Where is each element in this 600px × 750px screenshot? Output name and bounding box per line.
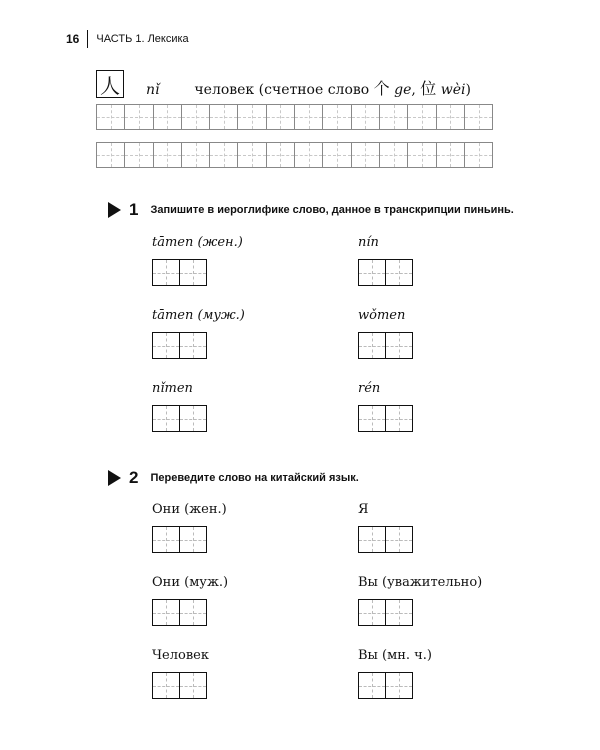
- answer-cell[interactable]: [358, 599, 386, 626]
- writing-cell[interactable]: [266, 104, 295, 130]
- answer-item: [358, 648, 432, 699]
- answer-cell[interactable]: [385, 259, 413, 286]
- writing-cell[interactable]: [379, 104, 408, 130]
- answer-boxes: [152, 405, 206, 432]
- answer-boxes: [152, 259, 243, 286]
- writing-cell[interactable]: [464, 104, 493, 130]
- answer-cell[interactable]: [385, 599, 413, 626]
- answer-cell[interactable]: [179, 672, 207, 699]
- answer-cell[interactable]: [385, 332, 413, 359]
- answer-item-label: wǒmen: [358, 308, 406, 323]
- writing-cell[interactable]: [96, 142, 125, 168]
- answer-cell[interactable]: [358, 259, 386, 286]
- writing-cell[interactable]: [153, 142, 182, 168]
- answer-cell[interactable]: [358, 332, 386, 359]
- answer-boxes: [358, 672, 432, 699]
- answer-boxes: [358, 599, 482, 626]
- answer-cell[interactable]: [179, 259, 207, 286]
- measure-word-2: 位: [420, 79, 437, 98]
- writing-cell[interactable]: [153, 104, 182, 130]
- answer-cell[interactable]: [152, 405, 180, 432]
- answer-boxes: [152, 672, 209, 699]
- measure-word-2-pinyin: wèi: [440, 82, 466, 98]
- writing-cell[interactable]: [124, 142, 153, 168]
- answer-boxes: [358, 332, 412, 359]
- answer-item-label: tāmen (жен.): [152, 235, 243, 250]
- writing-cell[interactable]: [436, 142, 465, 168]
- answer-cell[interactable]: [358, 526, 386, 553]
- answer-item: [152, 308, 245, 359]
- answer-cell[interactable]: [358, 672, 386, 699]
- character-pinyin: nǐ: [146, 82, 160, 98]
- answer-cell[interactable]: [179, 405, 207, 432]
- character-definition: [146, 76, 471, 99]
- answer-item-label: Я: [358, 502, 369, 517]
- practice-grid-row-2: [96, 142, 492, 168]
- answer-cell[interactable]: [152, 672, 180, 699]
- answer-item-label: Человек: [152, 648, 209, 663]
- answer-item: [358, 575, 482, 626]
- writing-cell[interactable]: [407, 142, 436, 168]
- writing-cell[interactable]: [181, 142, 210, 168]
- answer-item: [358, 502, 412, 553]
- answer-boxes: [358, 405, 412, 432]
- answer-item: [358, 381, 412, 432]
- character-glyph: 人: [100, 73, 120, 98]
- writing-cell[interactable]: [322, 142, 351, 168]
- answer-item: [358, 235, 412, 286]
- answer-cell[interactable]: [179, 526, 207, 553]
- exercise-1-heading: [108, 200, 514, 220]
- meaning-suffix: ): [465, 82, 471, 98]
- writing-cell[interactable]: [379, 142, 408, 168]
- writing-cell[interactable]: [294, 142, 323, 168]
- answer-cell[interactable]: [152, 599, 180, 626]
- writing-cell[interactable]: [351, 142, 380, 168]
- writing-cell[interactable]: [407, 104, 436, 130]
- answer-cell[interactable]: [385, 526, 413, 553]
- writing-cell[interactable]: [209, 142, 238, 168]
- page-number: 16: [66, 32, 80, 46]
- writing-cell[interactable]: [237, 104, 266, 130]
- answer-boxes: [358, 526, 412, 553]
- answer-item-label: nín: [358, 235, 379, 250]
- answer-boxes: [358, 259, 412, 286]
- answer-cell[interactable]: [385, 405, 413, 432]
- answer-item: [152, 502, 227, 553]
- play-triangle-icon: [108, 202, 121, 218]
- answer-item: [152, 648, 209, 699]
- exercise-1-number: 1: [129, 200, 139, 219]
- writing-cell[interactable]: [294, 104, 323, 130]
- answer-item: [152, 575, 228, 626]
- page-header: [66, 30, 189, 48]
- answer-cell[interactable]: [385, 672, 413, 699]
- answer-cell[interactable]: [179, 599, 207, 626]
- writing-cell[interactable]: [209, 104, 238, 130]
- writing-cell[interactable]: [322, 104, 351, 130]
- writing-cell[interactable]: [237, 142, 266, 168]
- answer-item-label: Вы (уважительно): [358, 575, 483, 590]
- answer-cell[interactable]: [152, 259, 180, 286]
- answer-item-label: tāmen (муж.): [152, 308, 245, 323]
- answer-cell[interactable]: [179, 332, 207, 359]
- writing-cell[interactable]: [436, 104, 465, 130]
- writing-cell[interactable]: [464, 142, 493, 168]
- answer-item-label: Они (муж.): [152, 575, 229, 590]
- comma: ,: [411, 82, 421, 98]
- answer-boxes: [152, 526, 227, 553]
- exercise-1-instruction: Запишите в иероглифике слово, данное в транскрипции пиньинь.: [150, 204, 514, 216]
- answer-item-label: rén: [358, 381, 381, 396]
- answer-item: [152, 381, 206, 432]
- answer-cell[interactable]: [358, 405, 386, 432]
- exercise-2-heading: [108, 468, 359, 488]
- header-divider: [87, 30, 88, 48]
- character-box: [96, 70, 124, 98]
- writing-cell[interactable]: [124, 104, 153, 130]
- writing-cell[interactable]: [266, 142, 295, 168]
- answer-item-label: nǐmen: [152, 381, 193, 396]
- answer-boxes: [152, 332, 245, 359]
- play-triangle-icon: [108, 470, 121, 486]
- practice-grid-row-1: [96, 104, 492, 130]
- answer-cell[interactable]: [152, 526, 180, 553]
- writing-cell[interactable]: [351, 104, 380, 130]
- writing-cell[interactable]: [96, 104, 125, 130]
- answer-item-label: Вы (мн. ч.): [358, 648, 432, 663]
- measure-word-1-pinyin: ge: [394, 82, 412, 98]
- answer-cell[interactable]: [152, 332, 180, 359]
- measure-word-1: 个: [373, 79, 390, 98]
- answer-item-label: Они (жен.): [152, 502, 227, 517]
- exercise-2-instruction: Переведите слово на китайский язык.: [150, 472, 359, 484]
- answer-boxes: [152, 599, 228, 626]
- answer-item: [152, 235, 243, 286]
- writing-cell[interactable]: [181, 104, 210, 130]
- chapter-title: ЧАСТЬ 1. Лексика: [96, 33, 189, 45]
- exercise-2-number: 2: [129, 468, 139, 487]
- meaning-prefix: человек (счетное слово: [194, 82, 374, 98]
- answer-item: [358, 308, 412, 359]
